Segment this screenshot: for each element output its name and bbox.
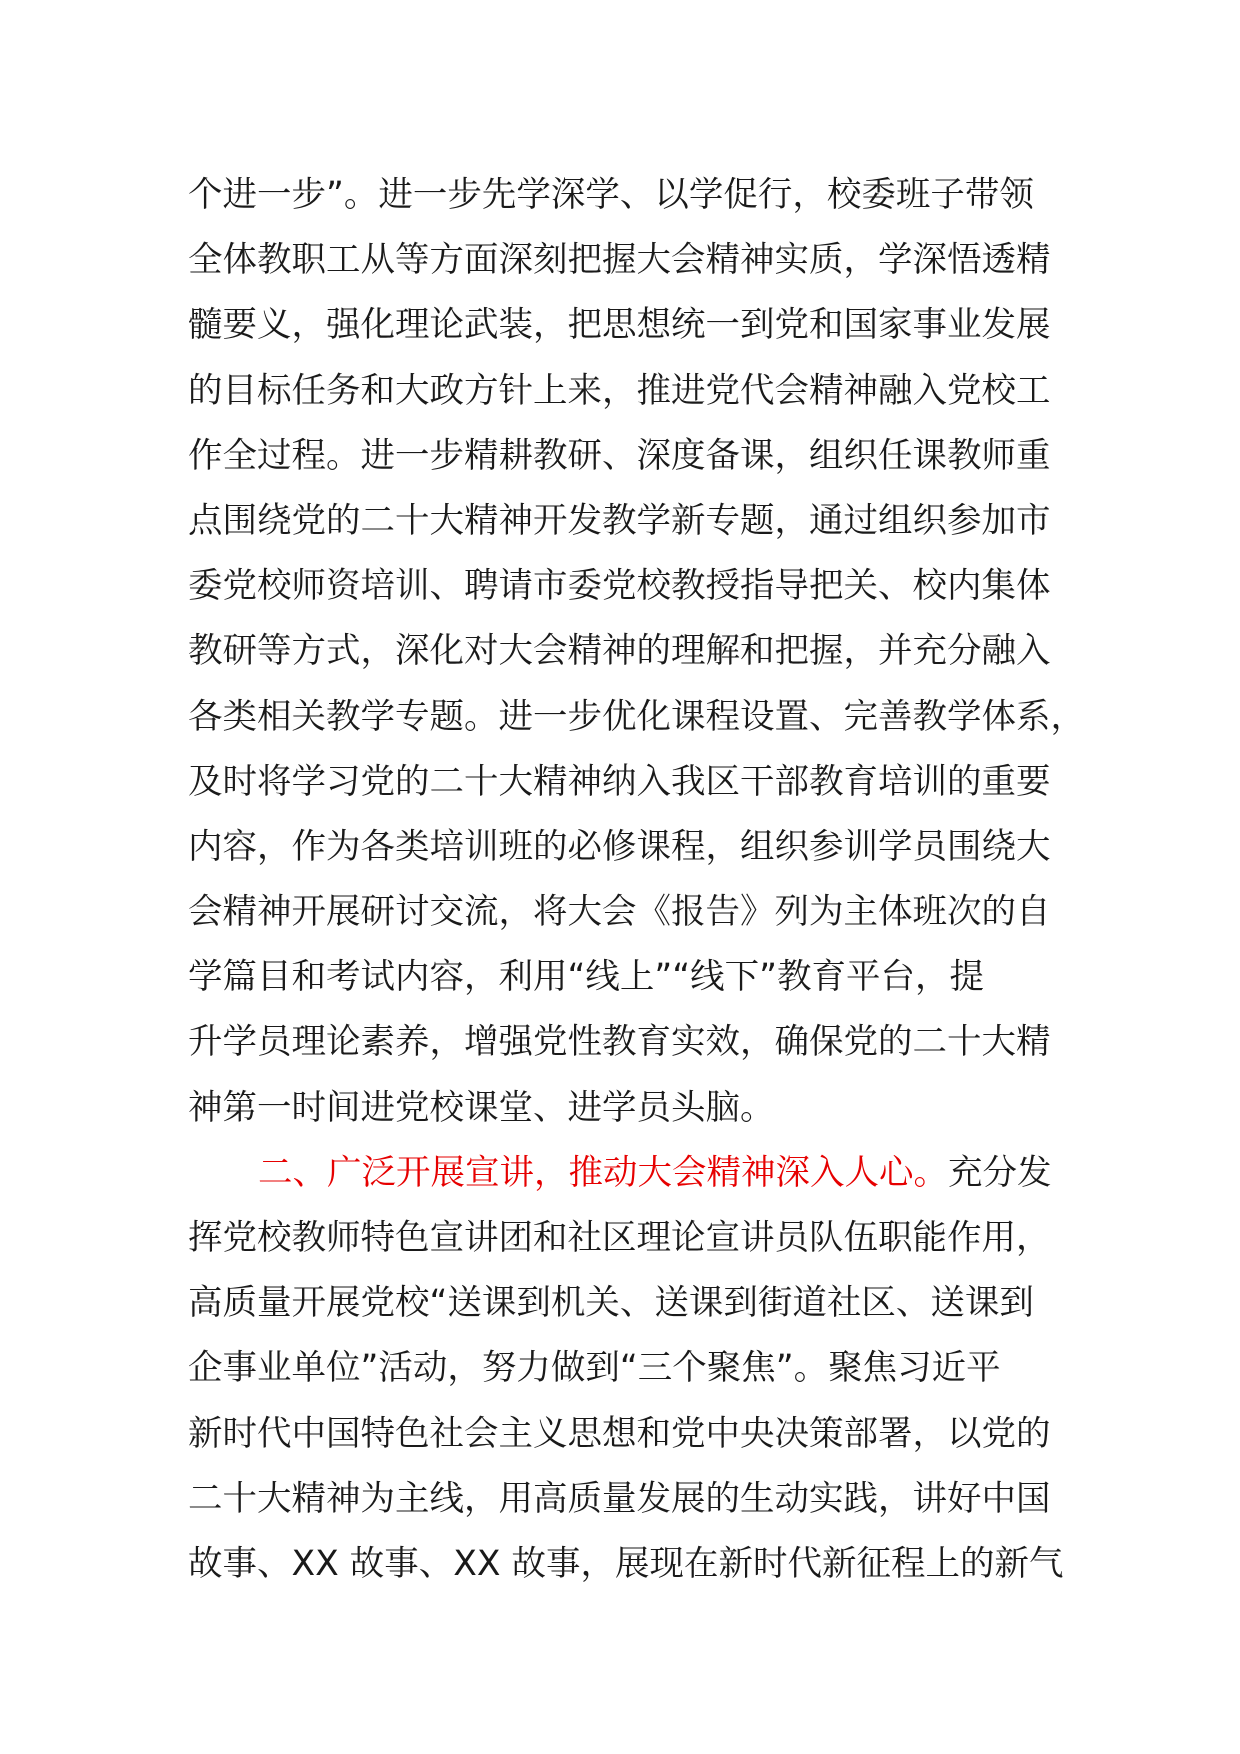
section-2-heading: 二、广泛开展宣讲，推动大会精神深入人心。	[258, 1152, 948, 1193]
text-line: 个进一步”。进一步先学深学、以学促行，校委班子带领	[188, 175, 1034, 215]
text-line: 高质量开展党校“送课到机关、送课到街道社区、送课到	[188, 1283, 1034, 1324]
text-line: 挥党校教师特色宣讲团和社区理论宣讲员队伍职能作用，	[188, 1218, 1051, 1258]
text-line: 新时代中国特色社会主义思想和党中央决策部署，以党的	[188, 1413, 1051, 1454]
section-2-first-line	[188, 1141, 1052, 1206]
text-line: 故事、XX 故事、XX 故事，展现在新时代新征程上的新气	[188, 1543, 1064, 1584]
text-line: 内容，作为各类培训班的必修课程，组织参训学员围绕大	[188, 826, 1051, 867]
text-line: 会精神开展研讨交流，将大会《报告》列为主体班次的自	[188, 892, 1051, 933]
text-line: 及时将学习党的二十大精神纳入我区干部教育培训的重要	[188, 761, 1051, 802]
text-line: 委党校师资培训、聘请市委党校教授指导把关、校内集体	[188, 566, 1051, 607]
text-line: 的目标任务和大政方针上来，推进党代会精神融入党校工	[188, 370, 1051, 411]
text-line: 升学员理论素养，增强党性教育实效，确保党的二十大精	[188, 1022, 1051, 1063]
text-line: 作全过程。进一步精耕教研、深度备课，组织任课教师重	[188, 435, 1051, 476]
text-line: 神第一时间进党校课堂、进学员头脑。	[188, 1087, 775, 1128]
text-line: 点围绕党的二十大精神开发教学新专题，通过组织参加市	[188, 500, 1051, 541]
text-line: 企事业单位”活动，努力做到“三个聚焦”。聚焦习近平	[188, 1348, 1001, 1389]
body-text	[188, 163, 1085, 1597]
text-line: 二十大精神为主线，用高质量发展的生动实践，讲好中国	[188, 1478, 1051, 1519]
text-line: 学篇目和考试内容，利用“线上”“线下”教育平台，提	[188, 957, 984, 998]
text-line: 教研等方式，深化对大会精神的理解和把握，并充分融入	[188, 631, 1051, 672]
text-line: 髓要义，强化理论武装，把思想统一到党和国家事业发展	[188, 305, 1051, 346]
text-line: 全体教职工从等方面深刻把握大会精神实质，学深悟透精	[188, 240, 1051, 281]
text-line: 各类相关教学专题。进一步优化课程设置、完善教学体系，	[188, 696, 1085, 737]
section-2-first-line-text: 充分发	[948, 1152, 1052, 1193]
